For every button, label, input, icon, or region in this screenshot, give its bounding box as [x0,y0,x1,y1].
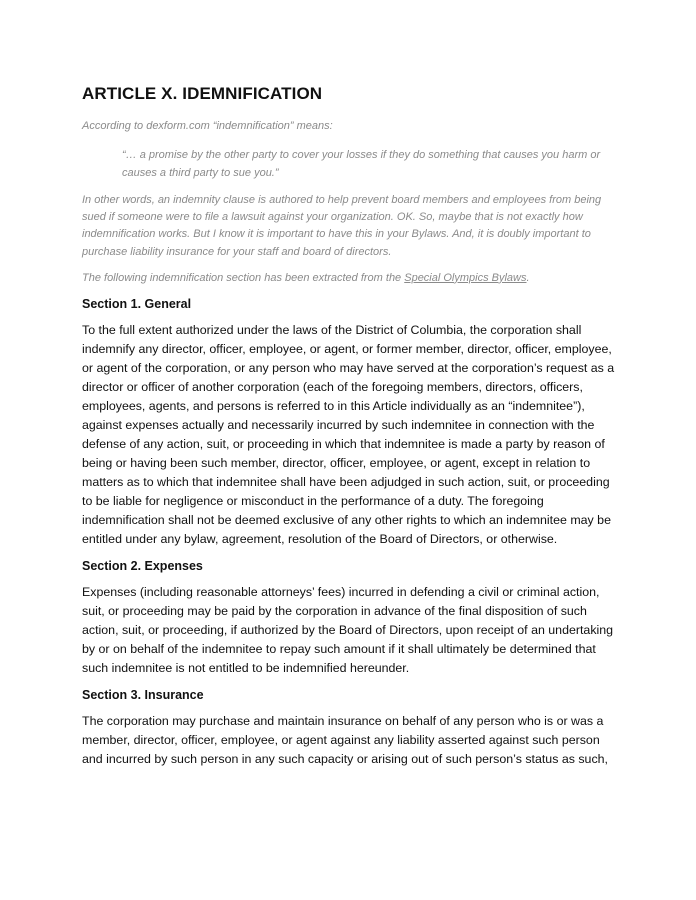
document-page [82,84,622,779]
section-3-text: The corporation may purchase and maintain insurance on behalf of any person who is or was a member, director, officer, employee, or agent against any liability asserted against such person and incurred by such person in any such capacity or arising out of such person’s status as such, [82,713,608,766]
extract-note [82,270,622,287]
extract-prefix: The following indemnification section has been extracted from the [82,271,405,284]
definition-quote: “… a promise by the other party to cover your losses if they do something that causes you harm or causes a third party to sue you.” [122,149,601,179]
section-3-heading: Section 3. Insurance [82,687,204,702]
intro-text: According to dexform.com “indemnification” means: [82,120,333,132]
section-1-text: To the full extent authorized under the laws of the District of Columbia, the corporation shall indemnify any director, officer, employee, or agent, or former member, director, officer, employee, or agent of the corporation, or any person who may have served at the corporation’s request as a director or officer of another corporation (each of the foregoing members, directors, officers, employees, agents, and persons is referred to in this Article individually as an “indemnitee”), against expenses actually and necessarily incurred by such indemnitee in connection with the defense of any action, suit, or proceeding in which that indemnitee is made a party by reason of being or having been such member, director, officer, employee, or agent, except in relation to matters as to which that indemnitee shall have been adjudged in such action, suit, or proceeding to be liable for negligence or misconduct in the performance of a duty. The foregoing indemnification shall not be deemed exclusive of any other rights to which an indemnitee may be entitled under any bylaw, agreement, resolution of the Board of Directors, or otherwise. [82,322,615,546]
section-1-heading: Section 1. General [82,296,192,311]
section-2-text: Expenses (including reasonable attorneys’ fees) incurred in defending a civil or criminal action, suit, or proceeding may be paid by the corporation in advance of the final disposition of such action, suit, or proceeding, if authorized by the Board of Directors, upon receipt of an undertaking by or on behalf of the indemnitee to repay such amount if it shall ultimately be determined that such indemnitee is not entitled to be indemnified hereunder. [82,584,614,675]
special-olympics-bylaws-link[interactable]: Special Olympics Bylaws [404,271,527,284]
explanatory-note: In other words, an indemnity clause is authored to help prevent board members and employees from being sued if someone were to file a lawsuit against your organization. OK. So, maybe that is not exactly how indemnification works. But I know it is important to have this in your Bylaws. And, it is doubly important to purchase liability insurance for your staff and board of directors. [82,194,602,258]
section-2-heading: Section 2. Expenses [82,558,203,573]
extract-suffix: . [526,271,530,284]
article-title: ARTICLE X. IDEMNIFICATION [82,84,323,103]
